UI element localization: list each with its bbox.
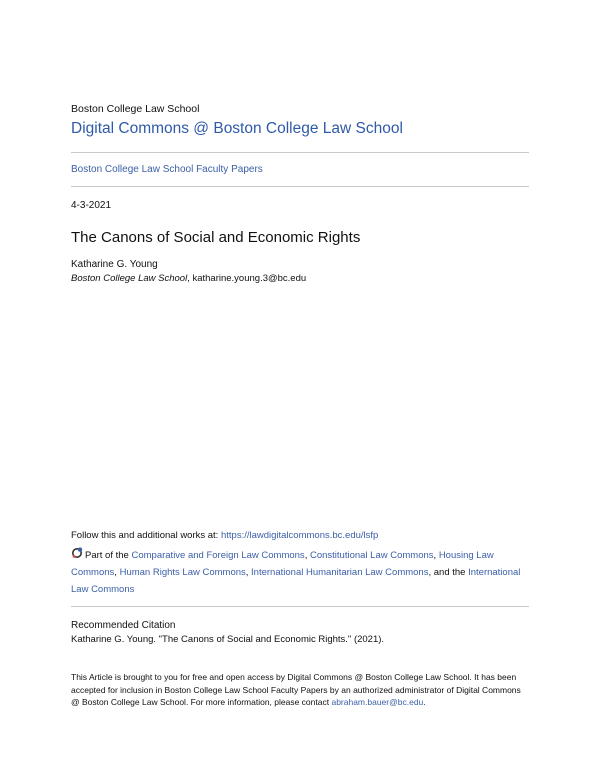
repository-title-link[interactable]: Digital Commons @ Boston College Law School — [71, 120, 403, 137]
separator: , — [433, 550, 439, 561]
discipline-link[interactable]: Housing Law Commons — [71, 550, 494, 578]
footer-notice — [71, 671, 531, 709]
disciplines-prefix: Part of the — [85, 550, 132, 561]
footer-text: This Article is brought to you for free and open access by Digital Commons @ Boston College Law School. It has been accepted for inclusion in Boston College Law School Faculty Papers by an authorized administrator of Digital Commons @ Boston College Law School. For more information, please contact — [71, 672, 521, 707]
discipline-link[interactable]: Constitutional Law Commons — [309, 550, 434, 561]
school-name: Boston College Law School — [71, 103, 200, 115]
disciplines — [71, 547, 531, 598]
separator: , — [114, 567, 120, 578]
discipline-link[interactable]: International Humanitarian Law Commons — [251, 567, 429, 578]
divider — [71, 606, 529, 607]
author-name: Katharine G. Young — [71, 259, 158, 270]
discipline-link[interactable]: International Law Commons — [71, 567, 521, 595]
footer-end: . — [423, 697, 426, 707]
author-email: , katharine.young.3@bc.edu — [187, 273, 307, 284]
separator: , and the — [428, 567, 469, 578]
follow-url-link[interactable]: https://lawdigitalcommons.bc.edu/lsfp — [220, 530, 379, 541]
divider — [71, 186, 529, 187]
divider — [71, 152, 529, 153]
separator: , — [245, 567, 252, 578]
separator: , — [304, 550, 310, 561]
contact-email-link[interactable]: abraham.bauer@bc.edu — [331, 697, 424, 707]
publication-date: 4-3-2021 — [71, 200, 112, 211]
recommended-citation-text: Katharine G. Young. "The Canons of Social and Economic Rights." (2021). — [71, 634, 385, 645]
author-affiliation — [71, 273, 306, 284]
article-title: The Canons of Social and Economic Rights — [71, 229, 361, 246]
discipline-link[interactable]: Comparative and Foreign Law Commons — [131, 550, 305, 561]
affiliation-name: Boston College Law School — [71, 273, 188, 284]
network-icon — [71, 547, 83, 559]
recommended-citation-heading: Recommended Citation — [71, 620, 176, 631]
discipline-link[interactable]: Human Rights Law Commons — [119, 567, 246, 578]
series-link[interactable]: Boston College Law School Faculty Papers — [71, 164, 263, 175]
follow-label: Follow this and additional works at: — [71, 530, 221, 541]
follow-line — [71, 530, 378, 541]
